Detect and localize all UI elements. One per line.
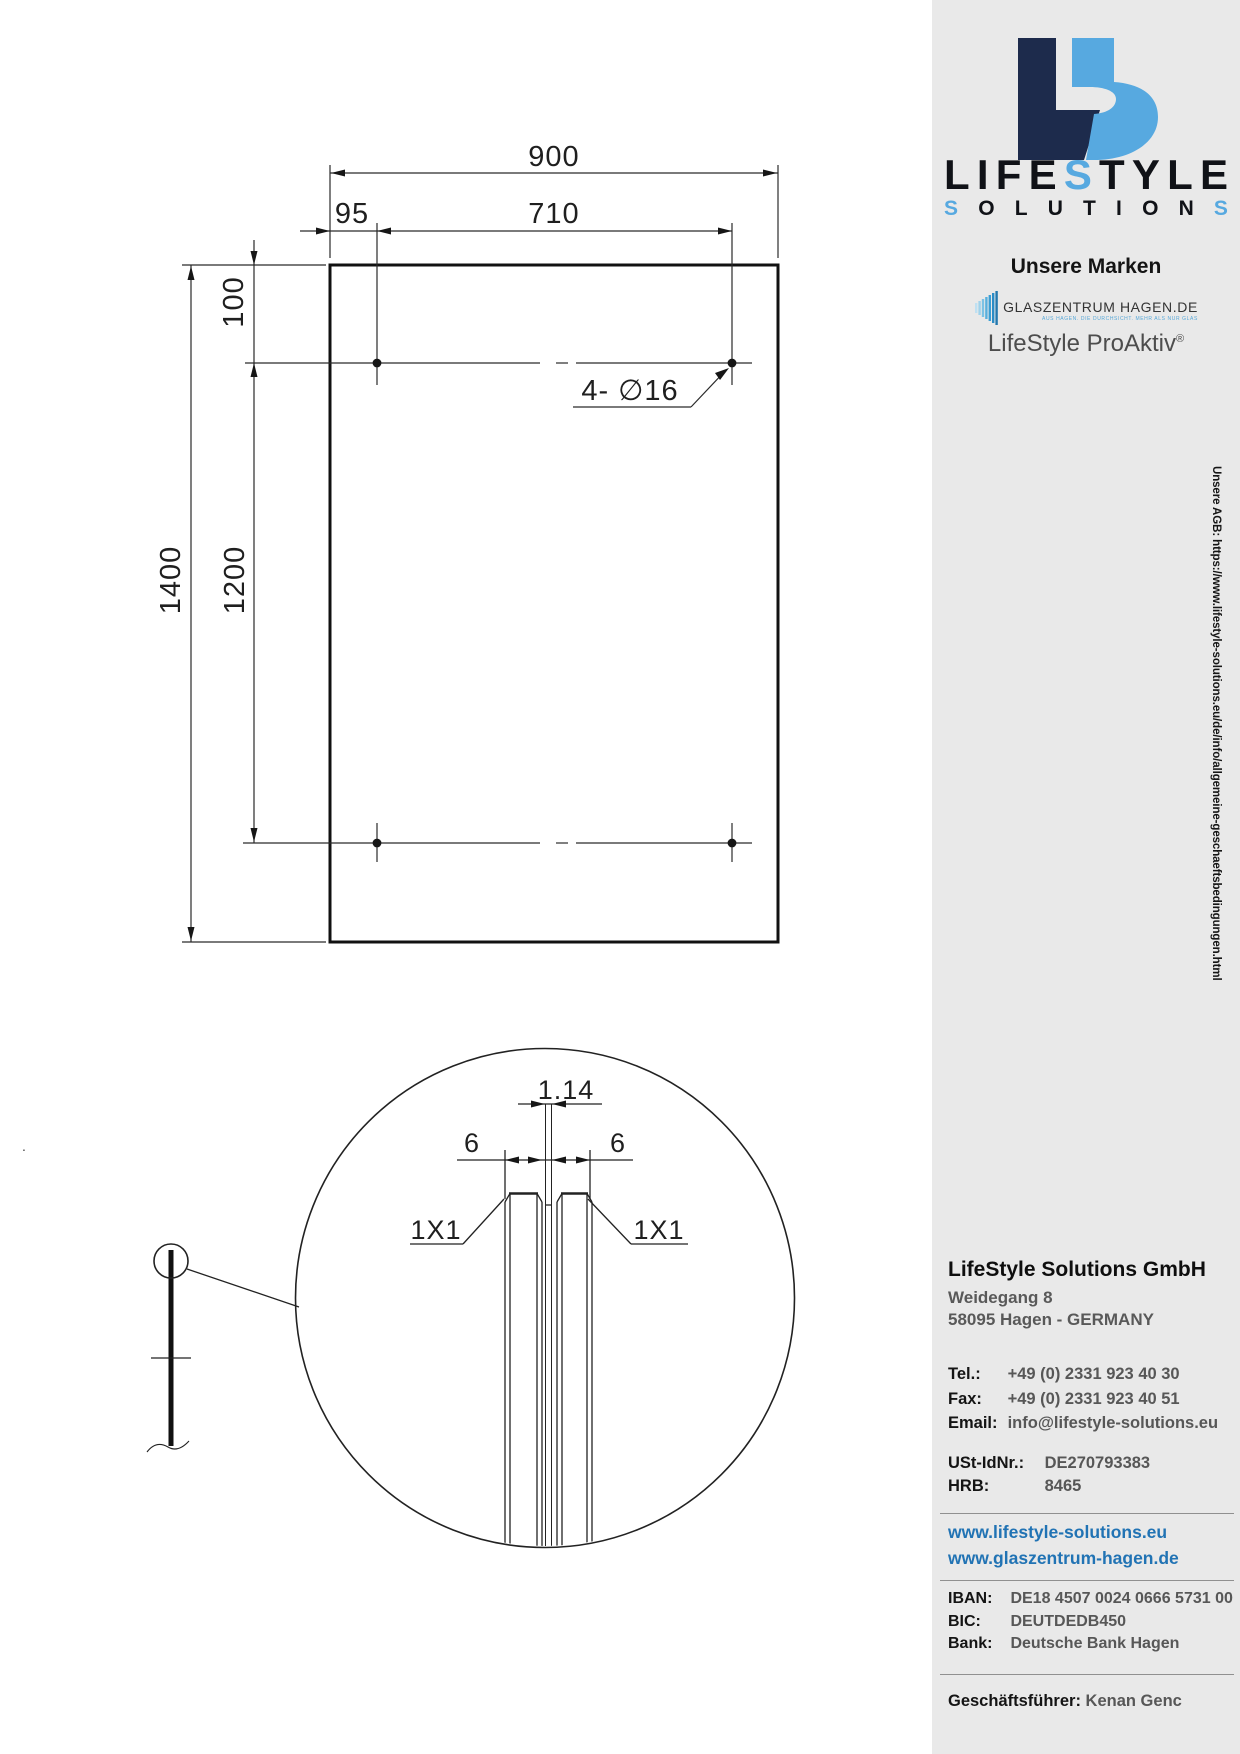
logo-wordmark-lifestyle [944, 153, 1228, 197]
separator [940, 1580, 1234, 1581]
wm-letter: Y [1131, 151, 1160, 198]
wm-letter: F [995, 151, 1022, 198]
company-name: LifeStyle Solutions GmbH [948, 1258, 1206, 1281]
glaszentrum-icon [974, 291, 1000, 325]
dim-1400-label: 1400 [155, 545, 187, 615]
chamfer-right-label: 1X1 [633, 1215, 685, 1245]
logo-wordmark-solutions [944, 197, 1228, 221]
dimension-arrows [188, 170, 778, 942]
brands-heading: Unsere Marken [1010, 255, 1162, 278]
company-street: Weidegang 8 [948, 1288, 1053, 1307]
dim-900-label: 900 [528, 141, 580, 173]
contact-row-fax [948, 1387, 1218, 1412]
chamfer-left-label: 1X1 [410, 1215, 462, 1245]
brand-proaktiv [932, 330, 1240, 358]
agb-link-vertical[interactable]: Unsere AGB: https://www.lifestyle-solutions.eu/de/info/allgemeine-geschaeftsbedingungen.html [1210, 466, 1222, 981]
detail-arrows [505, 1101, 590, 1164]
panel-top-view [182, 165, 778, 942]
iban-label: IBAN: [948, 1590, 993, 1607]
bic-row [948, 1611, 1233, 1634]
hrb-label: HRB: [948, 1477, 990, 1495]
wm-letter: O [1142, 197, 1159, 220]
bank-label: Bank: [948, 1635, 993, 1652]
ustid-value: DE270793383 [1044, 1454, 1151, 1472]
dim-glass-left-label: 6 [463, 1128, 481, 1158]
management-row [948, 1692, 1182, 1711]
drill-holes [373, 359, 737, 848]
management-value: Kenan Genc [1085, 1692, 1182, 1710]
wm-letter-blue-s: S [1063, 151, 1092, 198]
panel-outline [330, 265, 778, 942]
glaszentrum-tagline: AUS HAGEN. DIE DURCHSICHT. MEHR ALS NUR GLAS [1042, 316, 1198, 322]
glaszentrum-name: GLASZENTRUM HAGEN.DE [1003, 299, 1198, 315]
wm-letter: L [944, 151, 970, 198]
contact-row-tel [948, 1362, 1218, 1387]
detail-leader [187, 1269, 299, 1307]
break-line [147, 1441, 189, 1452]
proaktiv-name: LifeStyle ProAktiv [987, 330, 1176, 357]
dim-1200-label: 1200 [219, 545, 251, 615]
bank-block [948, 1588, 1233, 1656]
holes-note-label: 4- ∅16 [581, 375, 679, 407]
brand-glaszentrum [932, 291, 1240, 325]
company-city: 58095 Hagen - GERMANY [948, 1310, 1154, 1329]
registered-mark: ® [1175, 333, 1185, 345]
wm-letter: L [1167, 151, 1193, 198]
glaszentrum-text-col [1003, 291, 1198, 322]
iban-row [948, 1588, 1233, 1611]
separator [940, 1674, 1234, 1675]
ustid-label: USt-IdNr.: [948, 1454, 1025, 1472]
bic-value: DEUTDEDB450 [1010, 1612, 1127, 1630]
dim-gap-label: 1.14 [537, 1075, 595, 1105]
contact-block [948, 1362, 1218, 1436]
dim-glass-right-label: 6 [609, 1128, 627, 1158]
website-glaszentrum-link[interactable]: www.glaszentrum-hagen.de [948, 1548, 1179, 1568]
email-value[interactable]: info@lifestyle-solutions.eu [1007, 1414, 1219, 1432]
dim-100-label: 100 [218, 276, 250, 328]
tel-label: Tel.: [948, 1365, 981, 1383]
wm-letter: E [1028, 151, 1057, 198]
lifestyle-solutions-logo [1008, 38, 1160, 160]
stray-mark: . [22, 1138, 26, 1154]
glass-cross-section [505, 1104, 592, 1548]
wm-letter-blue-s: S [1213, 197, 1228, 220]
separator [940, 1513, 1234, 1514]
wm-letter: I [1116, 197, 1122, 220]
dim-710-label: 710 [528, 198, 580, 230]
email-label: Email: [948, 1414, 998, 1432]
wm-letter-blue-s: S [944, 197, 959, 220]
wm-letter: L [1014, 197, 1028, 220]
hrb-row [948, 1475, 1150, 1498]
bank-value: Deutsche Bank Hagen [1010, 1635, 1180, 1652]
ustid-row [948, 1452, 1150, 1475]
detail-view [147, 1049, 795, 1549]
letterhead-sidebar [932, 0, 1240, 1754]
wm-letter: U [1047, 197, 1063, 220]
bank-name-row [948, 1633, 1233, 1656]
tel-value: +49 (0) 2331 923 40 30 [1007, 1365, 1180, 1383]
wm-letter: T [1099, 151, 1125, 198]
websites-block [948, 1519, 1179, 1571]
wm-letter: N [1178, 197, 1194, 220]
hrb-value: 8465 [1044, 1477, 1082, 1495]
wm-letter: E [1199, 151, 1228, 198]
bic-label: BIC: [948, 1612, 981, 1630]
management-label: Geschäftsführer: [948, 1692, 1081, 1710]
glass-edge-elevation [169, 1250, 174, 1446]
wm-letter: I [976, 151, 989, 198]
wm-letter: O [978, 197, 995, 220]
iban-value: DE18 4507 0024 0666 5731 00 [1010, 1590, 1233, 1607]
fax-label: Fax: [948, 1389, 982, 1408]
fax-value: +49 (0) 2331 923 40 51 [1007, 1389, 1180, 1408]
contact-row-email [948, 1411, 1218, 1436]
registration-block [948, 1452, 1150, 1498]
wm-letter: T [1083, 197, 1096, 220]
dim-95-label: 95 [334, 198, 370, 230]
website-lifestyle-link[interactable]: www.lifestyle-solutions.eu [948, 1522, 1168, 1542]
